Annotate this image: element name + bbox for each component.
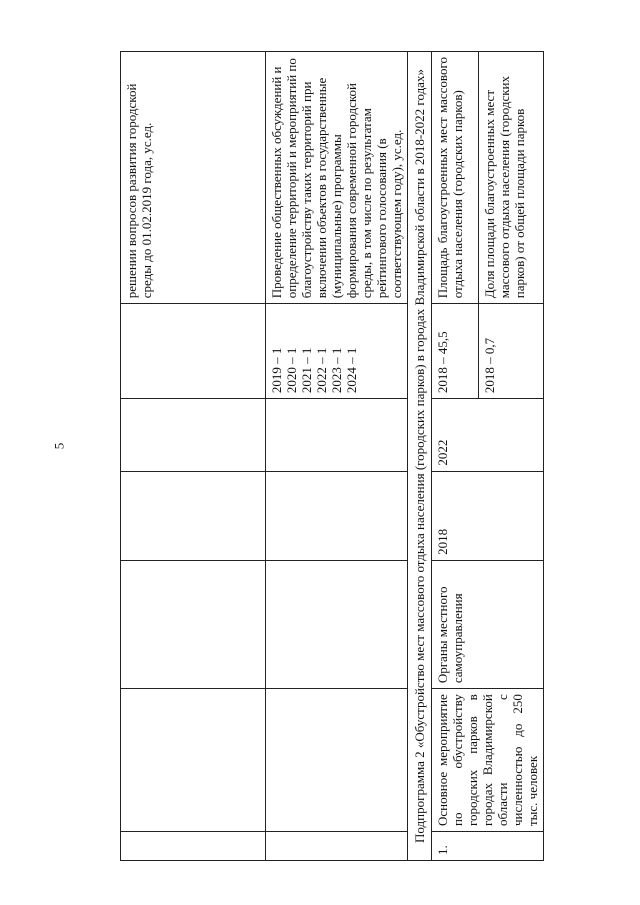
indicator-value: 2018 – 45,5 bbox=[432, 304, 479, 399]
year-value: 2022 – 1 bbox=[314, 347, 329, 394]
table-row bbox=[432, 52, 479, 861]
cell-executor bbox=[121, 560, 266, 688]
year-value: 2019 – 1 bbox=[269, 347, 284, 394]
page-number: 5 bbox=[51, 442, 67, 450]
cell-executor bbox=[266, 560, 408, 688]
table-row bbox=[121, 52, 266, 861]
subprogram-title: Подпрограмма 2 «Обустройство мест массового отдыха населения (городских парков) в городах Владимирской области в 2018-2022 годах» bbox=[408, 52, 432, 861]
cell-indicator: Проведение общественных обсуждений и определение территорий и мероприятий по благоустройству таких территорий при включении объектов в государственные (муниципальные) программы формирования современной городской среды, в том числе по результатам рейтингового голосования (в соответствующем году), ус.ед. bbox=[266, 52, 408, 304]
cell-number bbox=[121, 832, 266, 861]
cell-measure bbox=[121, 689, 266, 832]
year-value: 2024 – 1 bbox=[344, 347, 359, 394]
indicator-name: Площадь благоустроенных мест массового отдыха населения (городских парков) bbox=[432, 52, 479, 304]
subprogram-row bbox=[408, 52, 432, 861]
table-row bbox=[266, 52, 408, 861]
cell-indicator: решении вопросов развития городской среды до 01.02.2019 года, ус.ед. bbox=[121, 52, 266, 304]
cell-years bbox=[121, 304, 266, 399]
indicator-name: Доля площади благоустроенных мест массового отдыха населения (городских парков) от общей площади парков bbox=[478, 52, 543, 304]
year-value: 2021 – 1 bbox=[299, 347, 314, 394]
cell-start bbox=[266, 471, 408, 560]
cell-years bbox=[266, 304, 408, 399]
row-number: 1. bbox=[432, 832, 544, 861]
program-table bbox=[120, 51, 544, 861]
cell-number bbox=[266, 832, 408, 861]
end-year: 2022 bbox=[432, 399, 544, 472]
program-table-rotated bbox=[120, 51, 540, 861]
cell-end bbox=[121, 399, 266, 472]
cell-start bbox=[121, 471, 266, 560]
year-value: 2023 – 1 bbox=[329, 347, 344, 394]
start-year: 2018 bbox=[432, 471, 544, 560]
indicator-value: 2018 – 0,7 bbox=[478, 304, 543, 399]
year-value: 2020 – 1 bbox=[284, 347, 299, 394]
executor: Органы местного самоуправления bbox=[432, 560, 544, 688]
cell-measure bbox=[266, 689, 408, 832]
measure-name: Основное мероприятие по обустройству городских парков в городах Владимирской области с численностью до 250 тыс. человек bbox=[432, 689, 544, 832]
cell-end bbox=[266, 399, 408, 472]
